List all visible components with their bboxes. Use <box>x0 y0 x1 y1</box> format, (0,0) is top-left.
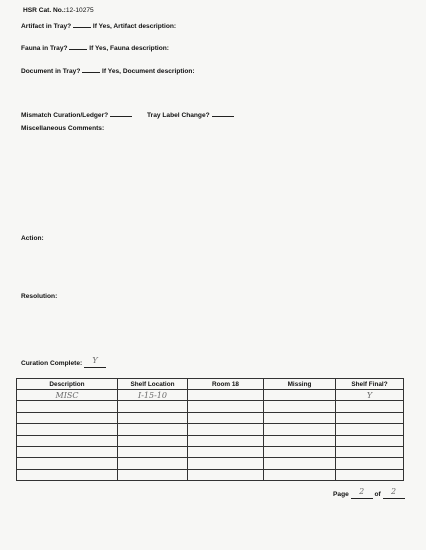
artifact-description-label: If Yes, Artifact description: <box>92 23 177 30</box>
table-cell[interactable] <box>264 458 336 469</box>
table-cell[interactable] <box>188 412 264 423</box>
table-cell[interactable] <box>264 424 336 435</box>
cell-shelf-location: I-15-10 <box>138 390 167 400</box>
catalog-number-value: 12-10275 <box>65 7 94 14</box>
table-cell[interactable] <box>118 390 188 401</box>
table-row <box>17 435 404 446</box>
table-cell[interactable] <box>17 424 118 435</box>
table-cell[interactable] <box>264 412 336 423</box>
cell-description: MISC <box>55 390 79 400</box>
mismatch-question <box>21 110 132 119</box>
table-row <box>17 390 404 401</box>
table-row <box>17 469 404 480</box>
table-cell[interactable] <box>336 458 404 469</box>
table-cell[interactable] <box>188 390 264 401</box>
artifact-answer-line[interactable] <box>73 21 91 28</box>
catalog-number <box>23 7 94 14</box>
document-description-label: If Yes, Document description: <box>102 68 195 75</box>
column-header-description: Description <box>17 379 118 390</box>
table-row <box>17 458 404 469</box>
document-question <box>21 66 195 75</box>
table-cell[interactable] <box>17 469 118 480</box>
table-cell[interactable] <box>118 458 188 469</box>
fauna-label: Fauna in Tray? <box>21 45 68 52</box>
table-cell[interactable] <box>264 401 336 412</box>
table-cell[interactable] <box>118 424 188 435</box>
page-total-line[interactable] <box>383 489 405 499</box>
column-header-shelf-final: Shelf Final? <box>336 379 404 390</box>
table-cell[interactable] <box>17 412 118 423</box>
misc-comments-label: Miscellaneous Comments: <box>21 125 105 132</box>
artifact-label: Artifact in Tray? <box>21 23 72 30</box>
action-label: Action: <box>21 235 44 242</box>
table-cell[interactable] <box>17 390 118 401</box>
page-number-line[interactable] <box>351 489 373 499</box>
page-number-value: 2 <box>359 487 365 496</box>
page-label: Page <box>333 491 349 498</box>
table-cell[interactable] <box>188 401 264 412</box>
table-cell[interactable] <box>264 446 336 457</box>
table-header-row <box>17 379 404 390</box>
table-cell[interactable] <box>188 424 264 435</box>
fauna-description-label: If Yes, Fauna description: <box>89 45 169 52</box>
mismatch-answer-line[interactable] <box>110 110 132 117</box>
table-cell[interactable] <box>188 469 264 480</box>
column-header-room-18: Room 18 <box>188 379 264 390</box>
catalog-number-label: HSR Cat. No.: <box>23 7 66 14</box>
fauna-question <box>21 43 169 52</box>
table-row <box>17 401 404 412</box>
table-cell[interactable] <box>188 435 264 446</box>
table-cell[interactable] <box>118 446 188 457</box>
table-cell[interactable] <box>17 401 118 412</box>
tray-label-change-label: Tray Label Change? <box>147 112 210 119</box>
artifact-question <box>21 21 176 30</box>
table-cell[interactable] <box>264 469 336 480</box>
table-cell[interactable] <box>264 390 336 401</box>
column-header-missing: Missing <box>264 379 336 390</box>
document-answer-line[interactable] <box>82 66 100 73</box>
table-row <box>17 412 404 423</box>
curation-table <box>16 378 404 481</box>
table-cell[interactable] <box>336 401 404 412</box>
of-label: of <box>374 491 381 498</box>
table-cell[interactable] <box>336 469 404 480</box>
resolution-label: Resolution: <box>21 293 58 300</box>
table-cell[interactable] <box>17 435 118 446</box>
mismatch-label: Mismatch Curation/Ledger? <box>21 112 109 119</box>
table-cell[interactable] <box>336 390 404 401</box>
table-cell[interactable] <box>17 458 118 469</box>
table-row <box>17 424 404 435</box>
tray-label-change-answer-line[interactable] <box>212 110 234 117</box>
curation-complete-label: Curation Complete: <box>21 360 83 367</box>
page-counter <box>333 489 405 499</box>
table-cell[interactable] <box>336 435 404 446</box>
tray-label-change-question <box>147 110 234 119</box>
cell-shelf-final: Y <box>366 390 373 400</box>
table-cell[interactable] <box>17 446 118 457</box>
document-label: Document in Tray? <box>21 68 81 75</box>
table-cell[interactable] <box>336 446 404 457</box>
table-cell[interactable] <box>118 412 188 423</box>
table-row <box>17 446 404 457</box>
fauna-answer-line[interactable] <box>69 43 87 50</box>
table-cell[interactable] <box>336 412 404 423</box>
curation-complete <box>21 358 106 368</box>
table-cell[interactable] <box>264 435 336 446</box>
table-cell[interactable] <box>118 435 188 446</box>
page-total-value: 2 <box>390 487 397 496</box>
table-cell[interactable] <box>118 401 188 412</box>
table-cell[interactable] <box>188 446 264 457</box>
table-cell[interactable] <box>336 424 404 435</box>
column-header-shelf-location: Shelf Location <box>118 379 188 390</box>
table-cell[interactable] <box>188 458 264 469</box>
curation-complete-value: Y <box>92 356 98 365</box>
curation-complete-answer-line[interactable] <box>84 358 106 368</box>
table-cell[interactable] <box>118 469 188 480</box>
